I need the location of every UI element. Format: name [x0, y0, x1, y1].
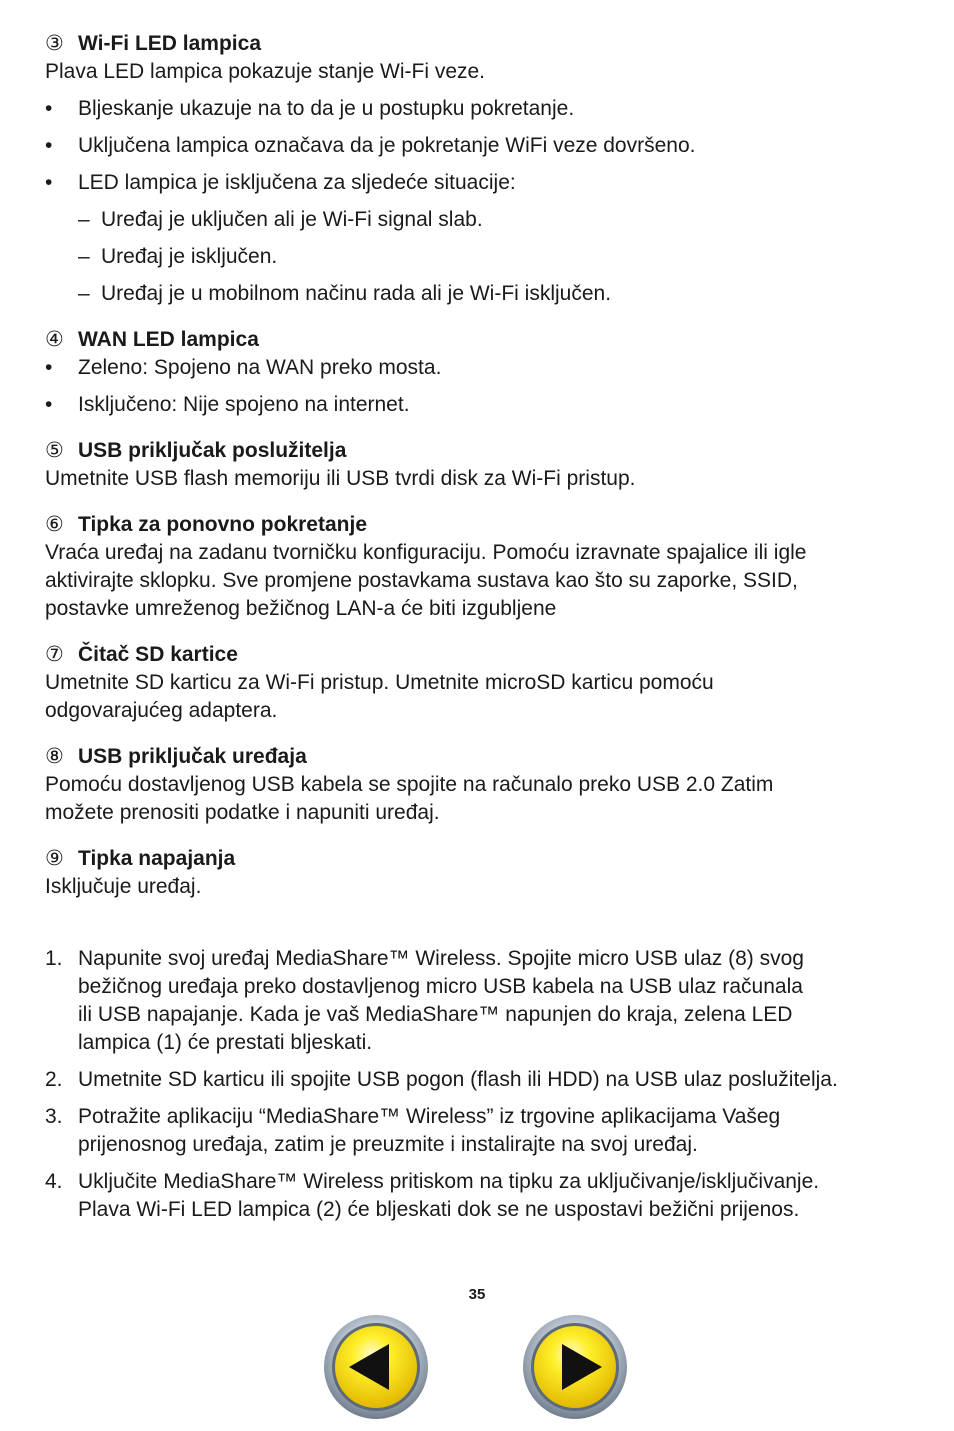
left-arrow-icon	[323, 1314, 429, 1420]
step-item	[45, 945, 915, 1057]
section-heading	[45, 511, 915, 539]
section-marker: ⑧	[45, 745, 64, 768]
section-wifi-led	[45, 30, 915, 308]
section-heading	[45, 437, 915, 465]
section-heading	[45, 30, 915, 58]
section-text-line: Pomoću dostavljenog USB kabela se spojite na računalo preko USB 2.0 Zatim	[45, 773, 774, 796]
step-text-line: Potražite aplikaciju “MediaShare™ Wireless” iz trgovine aplikacijama Vašeg	[78, 1105, 781, 1128]
step-number: 3.	[45, 1105, 63, 1128]
section-heading	[45, 743, 915, 771]
step-item	[45, 1066, 915, 1094]
section-text-line: aktivirajte sklopku. Sve promjene postavkama sustava kao što su zaporke, SSID,	[45, 569, 798, 592]
sub-list-item: – Uređaj je u mobilnom načinu rada ali je Wi-Fi isključen.	[78, 282, 612, 305]
step-text-line: lampica (1) će prestati bljeskati.	[78, 1031, 373, 1054]
section-wan-led	[45, 326, 915, 419]
step-text-line: ili USB napajanje. Kada je vaš MediaShare™ napunjen do kraja, zelena LED	[78, 1003, 793, 1026]
section-heading	[45, 845, 915, 873]
section-usb-host-port	[45, 437, 915, 493]
section-marker: ⑥	[45, 513, 64, 536]
section-text: Isključuje uređaj.	[45, 875, 202, 898]
step-number: 4.	[45, 1170, 63, 1193]
step-number: 2.	[45, 1068, 63, 1091]
section-text-line: odgovarajućeg adaptera.	[45, 699, 278, 722]
right-arrow-icon	[522, 1314, 628, 1420]
step-item	[45, 1103, 915, 1159]
section-text-line: možete prenositi podatke i napuniti uređaj.	[45, 801, 440, 824]
section-marker: ⑤	[45, 439, 64, 462]
document-page	[45, 30, 915, 1233]
section-title: USB priključak poslužitelja	[78, 439, 347, 462]
section-text: Plava LED lampica pokazuje stanje Wi-Fi veze.	[45, 60, 486, 83]
section-title: Čitač SD kartice	[78, 643, 238, 666]
list-item: • Zeleno: Spojeno na WAN preko mosta.	[45, 356, 442, 379]
section-usb-device-port	[45, 743, 915, 827]
setup-steps	[45, 945, 915, 1224]
list-item: • Bljeskanje ukazuje na to da je u postupku pokretanje.	[45, 97, 575, 120]
sub-list	[45, 206, 915, 308]
section-power-button	[45, 845, 915, 901]
section-reset-button	[45, 511, 915, 623]
section-heading	[45, 326, 915, 354]
step-item	[45, 1168, 915, 1224]
section-title: USB priključak uređaja	[78, 745, 307, 768]
section-title: Wi-Fi LED lampica	[78, 32, 262, 55]
sub-list-item: – Uređaj je uključen ali je Wi-Fi signal slab.	[78, 208, 483, 231]
section-text-line: Umetnite SD karticu za Wi-Fi pristup. Umetnite microSD karticu pomoću	[45, 671, 714, 694]
section-marker: ④	[45, 328, 64, 351]
section-text-line: postavke umreženog bežičnog LAN-a će biti izgubljene	[45, 597, 557, 620]
section-title: Tipka za ponovno pokretanje	[78, 513, 367, 536]
sub-list-item: – Uređaj je isključen.	[78, 245, 278, 268]
step-text-line: Uključite MediaShare™ Wireless pritiskom na tipku za uključivanje/isključivanje.	[78, 1170, 820, 1193]
section-sd-reader	[45, 641, 915, 725]
section-marker: ⑨	[45, 847, 64, 870]
section-title: WAN LED lampica	[78, 328, 259, 351]
previous-page-button[interactable]	[323, 1314, 429, 1420]
section-text: Umetnite USB flash memoriju ili USB tvrdi disk za Wi-Fi pristup.	[45, 467, 636, 490]
step-text-line: bežičnog uređaja preko dostavljenog micro USB kabela na USB ulaz računala	[78, 975, 803, 998]
step-number: 1.	[45, 947, 63, 970]
step-text-line: prijenosnog uređaja, zatim je preuzmite i instalirajte na svoj uređaj.	[78, 1133, 698, 1156]
section-text-line: Vraća uređaj na zadanu tvorničku konfiguraciju. Pomoću izravnate spajalice ili igle	[45, 541, 807, 564]
section-marker: ③	[45, 32, 64, 55]
list-item: • Uključena lampica označava da je pokretanje WiFi veze dovršeno.	[45, 134, 696, 157]
step-text-line: Napunite svoj uređaj MediaShare™ Wireless. Spojite micro USB ulaz (8) svog	[78, 947, 804, 970]
bullet-list	[45, 354, 915, 419]
next-page-button[interactable]	[522, 1314, 628, 1420]
section-heading	[45, 641, 915, 669]
section-marker: ⑦	[45, 643, 64, 666]
list-item: • LED lampica je isključena za sljedeće situacije:	[45, 171, 516, 194]
list-item: • Isključeno: Nije spojeno na internet.	[45, 393, 410, 416]
bullet-list	[45, 95, 915, 197]
step-text-line: Umetnite SD karticu ili spojite USB pogon (flash ili HDD) na USB ulaz poslužitelja.	[78, 1068, 838, 1091]
section-title: Tipka napajanja	[78, 847, 236, 870]
page-number: 35	[468, 1286, 486, 1303]
step-text-line: Plava Wi-Fi LED lampica (2) će bljeskati dok se ne uspostavi bežični prijenos.	[78, 1198, 800, 1221]
